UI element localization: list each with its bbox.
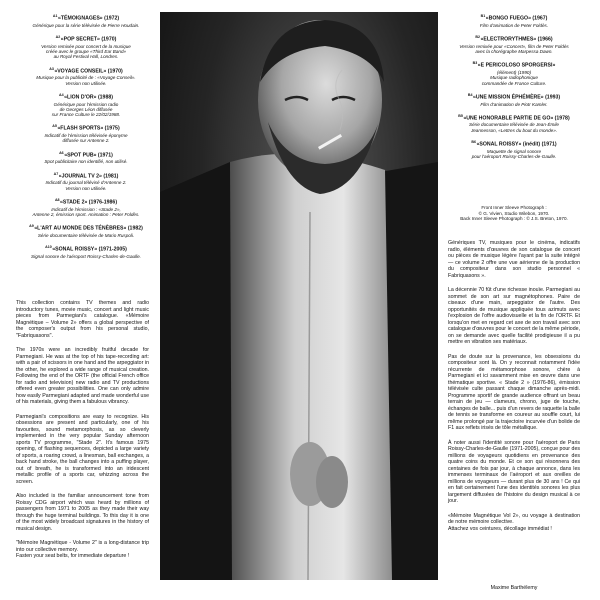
track-item xyxy=(448,140,580,159)
track-description: Musique pour la publicité de : «Voyage Conseil». Version non utilisée. xyxy=(36,75,136,86)
track-title xyxy=(448,35,580,44)
track-title-text: «L'ART AU MONDE DES TÉNÈBRES» (1982) xyxy=(34,225,143,232)
track-number: A1 xyxy=(52,14,58,18)
track-title-text: «VOYAGE CONSEIL» (1970) xyxy=(54,68,123,75)
credit-line-2: © G. Vivien, Studio Wilebon, 1970. xyxy=(478,210,550,216)
author-signature: Maxime Barthélemy xyxy=(490,585,538,591)
credit-line-1: Front Inner Sleeve Photograph : xyxy=(481,205,547,210)
track-title-text: «SONAL ROISSY» (1971-2005) xyxy=(52,246,127,253)
paragraph: Génériques TV, musiques pour le cinéma, indicatifs radio, éléments d'œuvres de son catalogue de concert ou pièces de musique légère l'ayant par la suite intégré — ce volume 2 offre une vue aérienne de la production du compositeur dans son studio personnel « Fabriquasons ». xyxy=(448,240,580,279)
track-title-text: «SONAL ROISSY» (inédit) (1971) xyxy=(476,141,557,148)
track-description: Série documentaire télévisée de Jean-Émile Jeannesson, «Lettres du bout du monde». xyxy=(469,122,559,133)
paragraph: Pas de doute sur la provenance, les obsessions du compositeur sont là. On y reconnait notamment l'idée récurrente de métamorphose sonore, chère à Parmegiani et ici savamment mise en œuvre dans une thématique sportive. « Stade 2 » (1976-86), émission télévisée culte passant chaque dimanche après-midi. Programme sportif de grande audience offrant un beau terrain de jeu — clameurs, chrono, juge de touche, échanges de balle... puis d'un revers de raquette la balle de tennis se transforme en coureur au souffle court, lui même prolongé par la trajectoire incurvée d'un bolide de F1 aux reflets irisés de tôle métallique. xyxy=(448,353,580,431)
track-item xyxy=(20,67,152,86)
track-item xyxy=(20,151,152,165)
track-description: Indicatif de l'émission télévisée éponyme diffusée sur Antenne 2. xyxy=(44,133,128,144)
track-title xyxy=(448,140,580,149)
track-title-text: «SPOT PUB» (1971) xyxy=(64,152,113,159)
track-item xyxy=(448,114,580,133)
track-number: A3 xyxy=(49,66,54,71)
track-item xyxy=(20,93,152,118)
portrait-photo xyxy=(160,12,438,580)
track-title-text: «POP SECRET» (1970) xyxy=(60,36,117,43)
tracklist-side-b xyxy=(448,14,580,166)
track-item xyxy=(20,198,152,217)
track-number: B6 xyxy=(471,140,477,145)
track-number: B1 xyxy=(480,14,486,18)
track-title xyxy=(20,245,152,254)
track-description: Version remixée pour «Concert», film de Peter Foldès avec la chorégraphe Marpessa Dawn. xyxy=(459,43,569,54)
track-item xyxy=(448,14,580,28)
track-item xyxy=(20,172,152,191)
track-number: A2 xyxy=(55,34,61,39)
portrait-illustration xyxy=(160,12,438,580)
track-title-text: «ELECTRORYTHMES» (1966) xyxy=(480,36,553,43)
paragraph: Also included is the familiar announcement tone from Roissy CDG airport which was heard by millions of passengers from 1971 to 2005 as they made their way through the huge terminal buildings. To this day it is one of the most widely broadcast signatures in the history of musical design. xyxy=(16,493,149,532)
paragraph: The 1970s were an incredibly fruitful decade for Parmegiani. He was at the top of his tape-recording art: with a pair of scissors in one hand and the arpeggiator in the other, he explored a wide range of musical creation. Following the end of the ORTF (the official French office for radio and television) new radio and TV productions offered even greater possibilities. One can only admire how easily Parmegiani adapted and made wonderful use of his materials, giving them a fabulous vibrancy. xyxy=(16,347,149,405)
track-title xyxy=(448,61,580,70)
track-description: Film d'animation de Piotr Kamler. xyxy=(480,101,548,107)
paragraph: «Mémoire Magnétique Vol 2», ou voyage à destination de notre mémoire collective. Attachez vos ceintures, décollage immédiat ! xyxy=(448,512,580,532)
track-title xyxy=(448,93,580,102)
track-description: Générique pour l'émission radio de Georges Léon diffusée sur France Culture le 22/02/1988. xyxy=(51,101,121,118)
track-title xyxy=(20,35,152,44)
track-item xyxy=(20,35,152,60)
track-number: A7 xyxy=(53,171,59,176)
tracklist-side-a xyxy=(20,14,152,266)
track-item xyxy=(20,245,152,259)
track-title xyxy=(20,124,152,133)
track-number: A8 xyxy=(54,197,60,202)
track-title xyxy=(448,14,580,23)
track-description: Indicatif de l'émission : «Stade 2», Antenne 2, émission sport. Animation : Peter Foldès. xyxy=(32,206,140,217)
paragraph: La décennie 70 fût d'une richesse inouïe. Parmegiani au sommet de son art sur magnétophones. Paire de ciseaux d'une main, arpeggiator de l'autre. Des opportunités de musique appliquée tous azimuts avec l'explosion de l'offre audiovisuelle et la fin de l'ORTF. Et lorsqu'on met en regard cet axe de son travail avec son catalogue d'œuvres pour le concert de la même période, on se demande avec quelle facilité prodigieuse il a pu mettre en vibration ses matériaux. xyxy=(448,287,580,345)
track-number: A5 xyxy=(52,124,57,129)
track-item xyxy=(20,224,152,238)
paragraph: This collection contains TV themes and radio introductory tunes, movie music, concert and light music pieces from Parmegiani's catalogue. «Mémoire Magnétique – Volume 2» offers a global perspective of the composer's output from his personal studio, "Fabriquasons". xyxy=(16,300,149,339)
track-title xyxy=(20,67,152,76)
track-item xyxy=(448,93,580,107)
liner-notes-english xyxy=(16,300,149,568)
credit-line-3: Back Inner Sleeve Photograph : © J.S. Breton, 1970. xyxy=(460,216,568,222)
track-item xyxy=(20,124,152,143)
track-title xyxy=(20,224,152,233)
track-description: (élément) (1990) Musique radiophonique commandée de France Culture. xyxy=(481,69,547,86)
track-title-text: «JOURNAL TV 2» (1981) xyxy=(58,173,119,180)
track-description: Signal sonore de l'aéroport Roissy-Charles-de-Gaulle. xyxy=(31,253,141,259)
track-title xyxy=(20,172,152,181)
track-title-text: «E PERICOLOSO SPORGERSI» xyxy=(477,62,556,69)
track-number: A9 xyxy=(29,224,34,229)
track-description: Générique pour la série télévisée de Pierre Houdain. xyxy=(32,22,140,28)
paragraph: "Mémoire Magnétique - Volume 2" is a long-distance trip into our collective memory. Fasten your seat belts, for immediate departure ! xyxy=(16,540,149,559)
track-title-text: «UNE MISSION ÉPHÉMÈRE» (1993) xyxy=(473,94,561,101)
track-number: B2 xyxy=(475,34,480,39)
track-description: Série documentaire télévisée de Mario Ruspoli. xyxy=(37,232,135,238)
track-title xyxy=(20,14,152,23)
track-title-text: «UNE HONORABLE PARTIE DE GO» (1978) xyxy=(463,115,570,122)
track-description: Film d'animation de Peter Foldès. xyxy=(479,22,549,28)
track-title-text: «TÉMOIGNAGES» (1972) xyxy=(57,15,120,22)
track-title xyxy=(20,198,152,207)
track-item xyxy=(448,35,580,54)
track-description: Spot publicitaire non identifié, non utilisé. xyxy=(44,159,128,165)
track-title xyxy=(20,93,152,102)
liner-notes-french xyxy=(448,240,580,540)
track-number: A4 xyxy=(59,92,64,97)
track-description: Maquette de signal sonore pour l'aéroport Roissy-Charles-de-Gaulle. xyxy=(471,148,557,160)
track-number: A10 xyxy=(45,245,52,250)
track-title-text: «STADE 2» (1976-1986) xyxy=(60,199,118,206)
track-title-text: «BONGO FUEGO» (1967) xyxy=(485,15,548,22)
track-number: B3 xyxy=(472,61,478,66)
track-item xyxy=(20,14,152,28)
paragraph: Parmegiani's compositions are easy to recognize. His obsessions are present and particularly, one of his favourites, sound metamorphosis, as so cleverly implemented in the very popular Sunday afternoon sports TV programme, "Stade 2". It's famous 1975 opening, of flashing sequences, depicted a large variety of sports, a roaring crowd, a linesman, ball exchanges, a back hand stroke, the ball changes into a puffing player, out of breath, he is transformed into an iridescent metallic profile of a sports car, whizzing across the screen. xyxy=(16,413,149,485)
track-item xyxy=(448,61,580,86)
track-description: Indicatif du journal télévisé d'Antenne 2. Version non utilisée. xyxy=(45,180,127,191)
track-number: B5 xyxy=(458,113,463,118)
track-title xyxy=(20,151,152,160)
track-number: A6 xyxy=(59,150,64,155)
photo-credits xyxy=(448,205,580,222)
track-title-text: «LION D'OR» (1988) xyxy=(64,94,113,101)
paragraph: À noter aussi l'identité sonore pour l'aéroport de Paris Roissy-Charles-de-Gaulle (1971-2005), conçue pour des millions de voyageurs quotidiens en provenance des quatre coins du monde. Et ce son qui résonnera des centaines de fois par jour, à chaque annonce, dans les immenses terminaux de l'aéroport et aux oreilles de millions de voyageurs — durant plus de 30 ans ! Ce qui en fait certainement l'une des identités sonores les plus largement diffusées de l'histoire du design musical à ce jour. xyxy=(448,439,580,504)
track-title-text: «FLASH SPORTS» (1975) xyxy=(57,126,120,133)
track-description: Version remixée pour concert de la musique créée avec le groupe «Third Ear Band» au Royal Festival Hall, Londres. xyxy=(41,43,131,60)
track-number: B4 xyxy=(467,92,473,97)
